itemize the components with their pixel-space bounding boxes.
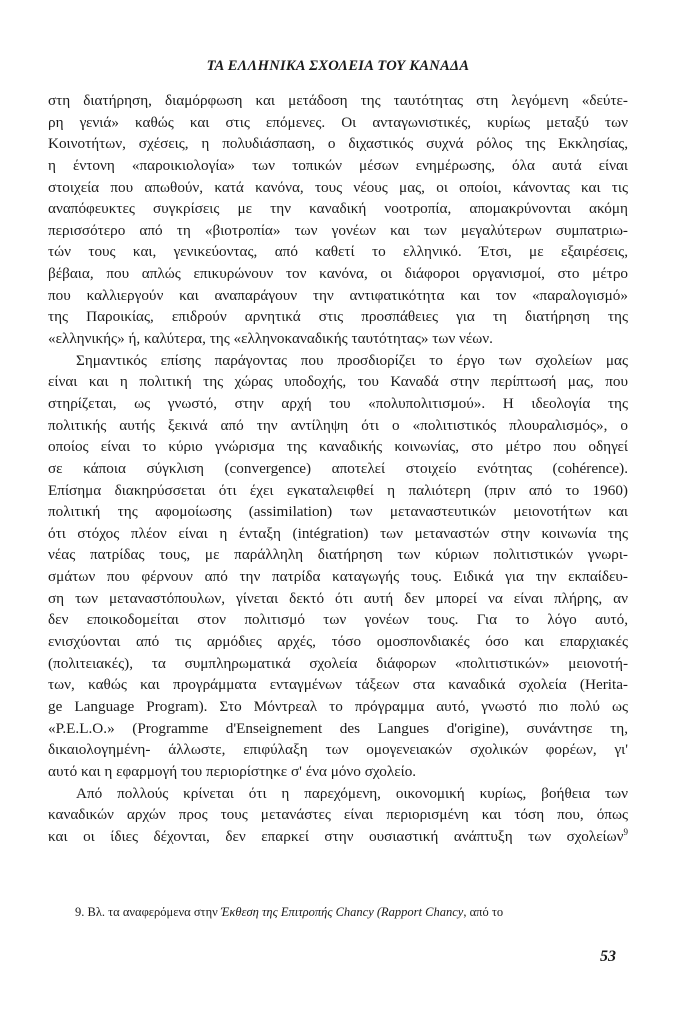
text-line-content: καναδικών αρχών προς τους μετανάστες είναι περιορισμένη και τόση που, όπως	[48, 806, 628, 824]
text-line	[48, 220, 628, 242]
footnote-number: 9.	[75, 905, 85, 919]
text-line-content: πολιτικής αυτής ξεκινά από την αντίληψη ότι ο «πολιτιστικός πλουραλισμός», ο	[48, 416, 628, 434]
text-line	[48, 674, 628, 696]
text-line-content: που καλλιεργούν και αναπαράγουν την αντιφατικότητα και τον «παραλογισμό»	[48, 286, 628, 304]
text-line	[48, 328, 628, 350]
text-line-content: βέβαια, που απλώς επικυρώνουν τον κανόνα, οι διάφοροι οργανισμοί, στο μέτρο	[48, 265, 628, 283]
body-text	[48, 90, 628, 847]
text-line-content: ενισχύονται από τις αρμόδιες αρχές, τόσο ομοσπονδιακές όσο και επαρχιακές	[48, 633, 628, 651]
text-line	[48, 609, 628, 631]
text-line-content: η έντονη «παροικιολογία» των τοπικών μέσων ενημέρωσης, όλα αυτά είναι	[48, 156, 628, 174]
text-line	[48, 523, 628, 545]
footnote-tail: , από το	[463, 905, 504, 919]
text-line	[48, 177, 628, 199]
text-line-content: στοιχεία που απωθούν, κατά κανόνα, τους νέους μας, οι οποίοι, κάνοντας και τις	[48, 178, 628, 196]
text-line	[48, 588, 628, 610]
footnote-title: Έκθεση της Επιτροπής Chancy (Rapport Chancy	[220, 905, 464, 919]
text-line	[48, 350, 628, 372]
text-line-content: οποίος είναι το κύριο γνώρισμα της καναδικής κοινωνίας, στο μέτρο που οδηγεί	[48, 438, 628, 456]
text-line-content: (πολιτειακές), τα συμπληρωματικά σχολεία διάφορων «πολιτιστικών» μειονοτή-	[48, 654, 628, 672]
text-line	[48, 653, 628, 675]
text-line	[48, 241, 628, 263]
text-line-content: Από πολλούς κρίνεται ότι η παρεχόμενη, οικονομική κυρίως, βοήθεια των	[76, 784, 628, 802]
text-line	[48, 783, 628, 805]
text-line-content: ότι στόχος πλέον είναι η ένταξη (intégration) των μεταναστών στην κοινωνία της	[48, 524, 628, 542]
text-line-content: της Παροικίας, επιδρούν αρνητικά στις προσπάθειες για τη διατήρηση της	[48, 308, 628, 326]
text-line	[48, 718, 628, 740]
text-line	[48, 198, 628, 220]
text-line	[48, 415, 628, 437]
text-line-content: σμάτων που φέρνουν από την πατρίδα καταγωγής τους. Ειδικά για την εκπαίδευ-	[48, 568, 628, 586]
text-line-content: Κοινοτήτων, σχέσεις, η πολυδιάσπαση, ο διχαστικός συχνά ρόλος της Εκκλησίας,	[48, 135, 628, 153]
text-line-content: είναι και η πολιτική της χώρας υποδοχής, του Καναδά στην περίπτωσή μας, που	[48, 373, 628, 391]
text-line	[48, 371, 628, 393]
text-line-content: δικαιολογημένη- άλλωστε, επιφύλαξη των ομογενειακών σχολικών φορέων, γι'	[48, 741, 628, 759]
text-line-content: ση των μεταναστόπουλων, γίνεται δεκτό ότι αυτή δεν μπορεί να είναι πλήρης, αν	[48, 589, 628, 607]
running-title: ΤΑ ΕΛΛΗΝΙΚΑ ΣΧΟΛΕΙΑ ΤΟΥ ΚΑΝΑΔΑ	[206, 58, 470, 74]
text-line-content: των, καθώς και προγράμματα ενταγμένων τάξεων στα καναδικά σχολεία (Herita-	[48, 676, 628, 694]
text-line-content: «ελληνικής» ή, καλύτερα, της «ελληνοκαναδικής ταυτότητας» των νέων.	[48, 330, 493, 348]
text-line-content: ρη γενιά» καθώς και στις επόμενες. Οι ανταγωνιστικές, κυρίως μεταξύ των	[48, 113, 628, 131]
text-line	[48, 501, 628, 523]
text-line	[48, 739, 628, 761]
text-line-content: «P.E.L.O.» (Programme d'Enseignement des Langues d'origine), συνάντησε τη,	[48, 719, 628, 737]
footnote-ref[interactable]: 9	[623, 826, 628, 837]
text-line	[48, 480, 628, 502]
text-line	[48, 133, 628, 155]
text-line	[48, 263, 628, 285]
text-line	[48, 393, 628, 415]
footnote-lead: Βλ. τα αναφερόμενα στην	[87, 905, 218, 919]
text-line-content: αναπόφευκτες συγκρίσεις με την καναδική νοοτροπία, απομακρύνονται ακόμη	[48, 200, 628, 218]
text-line	[48, 112, 628, 134]
text-line-content: Επίσημα διακηρύσσεται ότι έχει εγκαταλειφθεί η παλιότερη (πριν από το 1960)	[48, 481, 628, 499]
footnote-9	[75, 905, 635, 920]
text-line	[48, 458, 628, 480]
text-line-content: νέας πατρίδας τους, με παράλληλη διατήρηση των κύριων πολιτιστικών γνωρι-	[48, 546, 628, 564]
text-line-content: ge Language Program). Στο Μόντρεαλ το πρόγραμμα αυτό, γνωστό πιο πολύ ως	[48, 697, 628, 715]
text-line	[48, 285, 628, 307]
text-line	[48, 761, 628, 783]
text-line	[48, 804, 628, 826]
text-line	[48, 306, 628, 328]
text-line	[48, 90, 628, 112]
text-line-content: πολιτική της αφομοίωσης (assimilation) των μεταναστευτικών μειονοτήτων και	[48, 503, 628, 521]
text-line	[48, 631, 628, 653]
text-line	[48, 566, 628, 588]
text-line-content: σε κάποια σύγκλιση (convergence) αποτελεί στοιχείο ενότητας (cohérence).	[48, 459, 628, 477]
text-line	[48, 155, 628, 177]
page-number: 53	[600, 948, 616, 965]
text-line-content: Σημαντικός επίσης παράγοντας που προσδιορίζει το έργο των σχολείων μας	[76, 351, 628, 369]
text-line	[48, 696, 628, 718]
text-line-content: στη διατήρηση, διαμόρφωση και μετάδοση της ταυτότητας στη λεγόμενη «δεύτε-	[48, 92, 628, 109]
text-line-content: δεν εποικοδομείται στον πολιτισμό των γονέων τους. Για το λόγο αυτό,	[48, 611, 628, 629]
text-line-content: περισσότερο από τη «βιοτροπία» των γονέων και των μεγαλύτερων συμπατριω-	[48, 221, 628, 239]
text-line-content: στηρίζεται, ως γνωστό, στην αρχή του «πολυπολιτισμού». Η ιδεολογία της	[48, 394, 628, 412]
text-line-content: αυτό και η εφαρμογή του περιορίστηκε σ' ένα μόνο σχολείο.	[48, 762, 417, 780]
text-line-content: και οι ίδιες δέχονται, δεν επαρκεί στην ουσιαστική ανάπτυξη των σχολείων	[48, 827, 624, 845]
text-line	[48, 544, 628, 566]
text-line-content: τών τους και, γενικεύοντας, από καθετί το ελληνικό. Έτσι, με εξαιρέσεις,	[48, 243, 628, 261]
text-line	[48, 436, 628, 458]
text-line	[48, 826, 628, 848]
